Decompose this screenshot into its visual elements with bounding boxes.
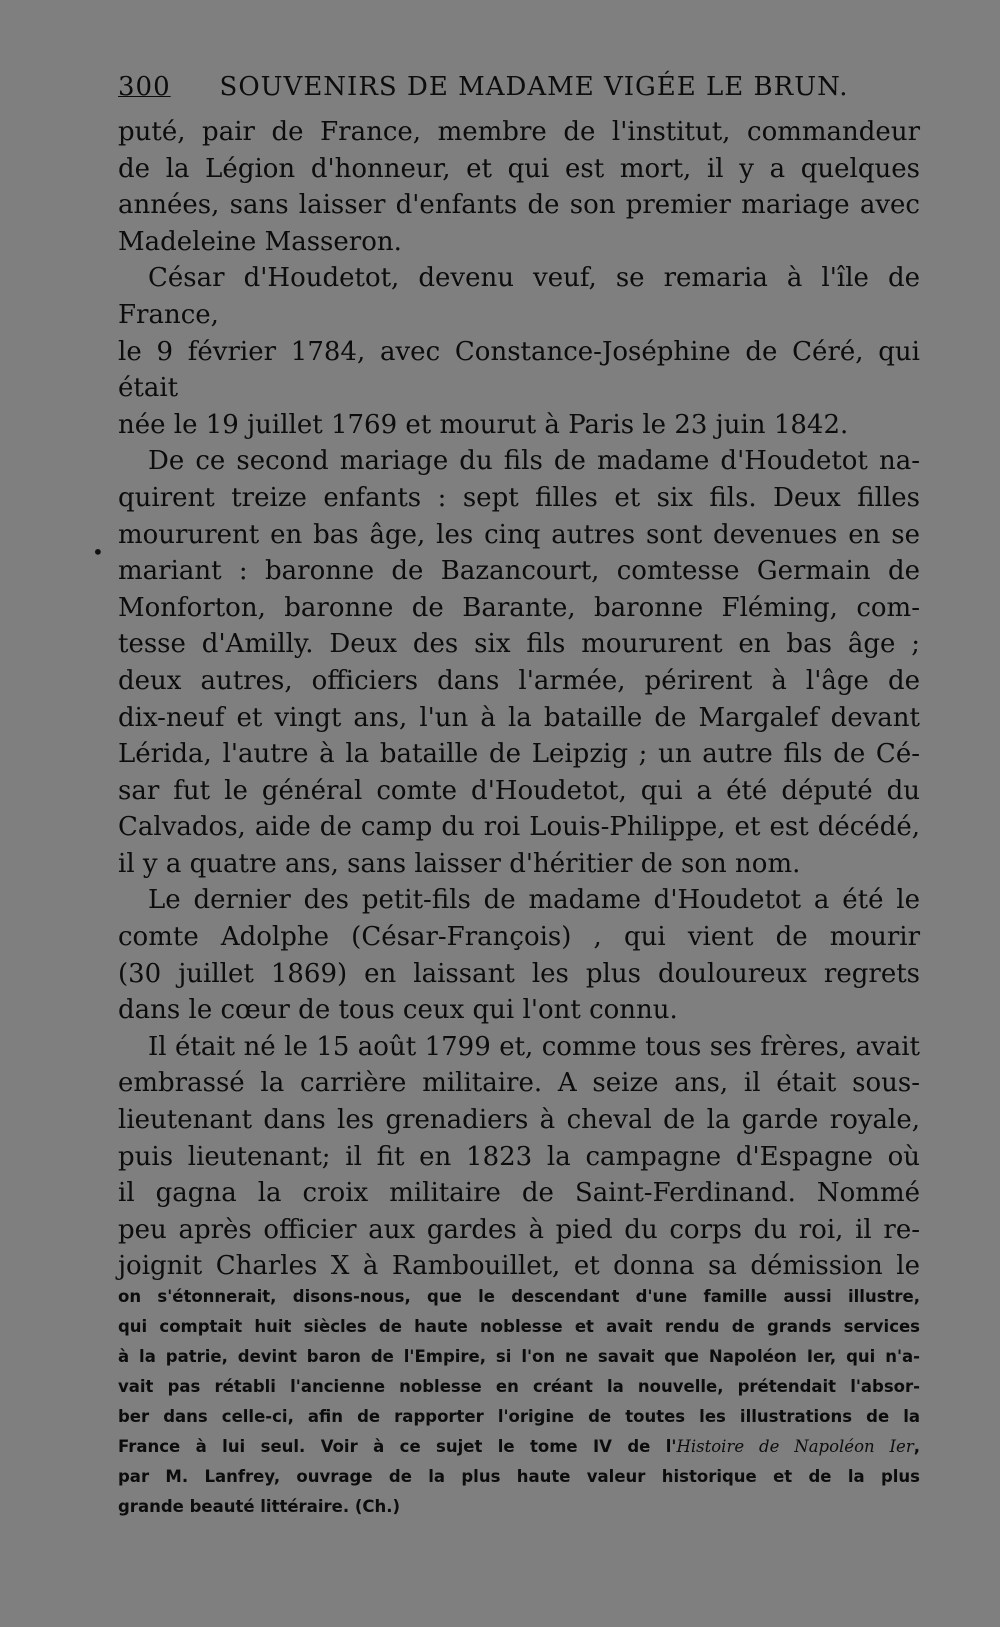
body-line: quirent treize enfants : sept filles et six fils. Deux filles (118, 482, 920, 513)
body-line: sar fut le général comte d'Houdetot, qui a été député du (118, 775, 920, 806)
footnote-line: vait pas rétabli l'ancienne noblesse en créant la nouvelle, prétendait l'absor- (118, 1377, 920, 1396)
footnote-line: grande beauté littéraire. (Ch.) (118, 1497, 401, 1516)
body-line: Calvados, aide de camp du roi Louis-Philippe, et est décédé, (118, 812, 920, 843)
book-page (118, 72, 920, 1285)
body-line: embrassé la carrière militaire. A seize ans, il était sous- (118, 1068, 920, 1099)
body-line: il y a quatre ans, sans laisser d'héritier de son nom. (118, 848, 801, 879)
body-line: il gagna la croix militaire de Saint-Ferdinand. Nommé (118, 1178, 920, 1209)
body-text (118, 114, 920, 1285)
body-line: de la Légion d'honneur, et qui est mort, il y a quelques (118, 153, 920, 184)
body-line: moururent en bas âge, les cinq autres sont devenues en se (118, 519, 920, 550)
body-line: lieutenant dans les grenadiers à cheval de la garde royale, (118, 1105, 920, 1136)
footnote-text: , (913, 1437, 920, 1456)
book-title: Histoire de Napoléon Ier (676, 1437, 914, 1456)
body-line: Il était né le 15 août 1799 et, comme tous ses frères, avait (148, 1031, 920, 1062)
footnote-line: par M. Lanfrey, ouvrage de la plus haute valeur historique et de la plus (118, 1467, 920, 1486)
footnote-line: ber dans celle-ci, afin de rapporter l'origine de toutes les illustrations de la (118, 1407, 920, 1426)
running-title: SOUVENIRS DE MADAME VIGÉE LE BRUN. (219, 72, 849, 102)
body-line: tesse d'Amilly. Deux des six fils moururent en bas âge ; (118, 629, 920, 660)
footnote-text: France à lui seul. Voir à ce sujet le tome IV de l' (118, 1437, 677, 1456)
body-line: années, sans laisser d'enfants de son premier mariage avec (118, 190, 920, 221)
body-line: deux autres, officiers dans l'armée, périrent à l'âge de (118, 665, 920, 696)
body-line: Lérida, l'autre à la bataille de Leipzig ; un autre fils de Cé- (118, 739, 920, 770)
body-line: mariant : baronne de Bazancourt, comtesse Germain de (118, 556, 920, 587)
body-line: comte Adolphe (César-François) , qui vient de mourir (118, 922, 920, 953)
footnote-line: on s'étonnerait, disons-nous, que le descendant d'une famille aussi illustre, (118, 1287, 920, 1306)
body-line: Le dernier des petit-fils de madame d'Houdetot a été le (148, 885, 920, 916)
body-line: puté, pair de France, membre de l'institut, commandeur (118, 117, 920, 147)
footnote-line: qui comptait huit siècles de haute noblesse et avait rendu de grands services (118, 1317, 920, 1336)
body-line: le 9 février 1784, avec Constance-Joséphine de Céré, qui était (118, 336, 920, 404)
footnote (118, 1282, 920, 1522)
body-line: Monforton, baronne de Barante, baronne Fléming, com- (118, 592, 920, 623)
body-line: (30 juillet 1869) en laissant les plus douloureux regrets (118, 958, 920, 989)
body-line: dans le cœur de tous ceux qui l'ont connu. (118, 995, 678, 1026)
body-line: peu après officier aux gardes à pied du corps du roi, il re- (118, 1214, 920, 1245)
footnote-line: à la patrie, devint baron de l'Empire, si l'on ne savait que Napoléon Ier, qui n'a- (118, 1347, 920, 1366)
body-line: dix-neuf et vingt ans, l'un à la bataille de Margalef devant (118, 702, 920, 733)
body-line: Madeleine Masseron. (118, 226, 402, 257)
body-line: De ce second mariage du fils de madame d'Houdetot na- (148, 446, 920, 477)
page-header (118, 72, 920, 112)
page-number: 300 (118, 72, 171, 102)
body-line: puis lieutenant; il fit en 1823 la campagne d'Espagne où (118, 1141, 920, 1172)
margin-dot: • (92, 540, 104, 564)
body-line: joignit Charles X à Rambouillet, et donna sa démission le (118, 1251, 920, 1282)
body-line: née le 19 juillet 1769 et mourut à Paris le 23 juin 1842. (118, 409, 849, 440)
body-line: César d'Houdetot, devenu veuf, se remaria à l'île de France, (118, 263, 920, 330)
footnote-line (118, 1432, 920, 1462)
